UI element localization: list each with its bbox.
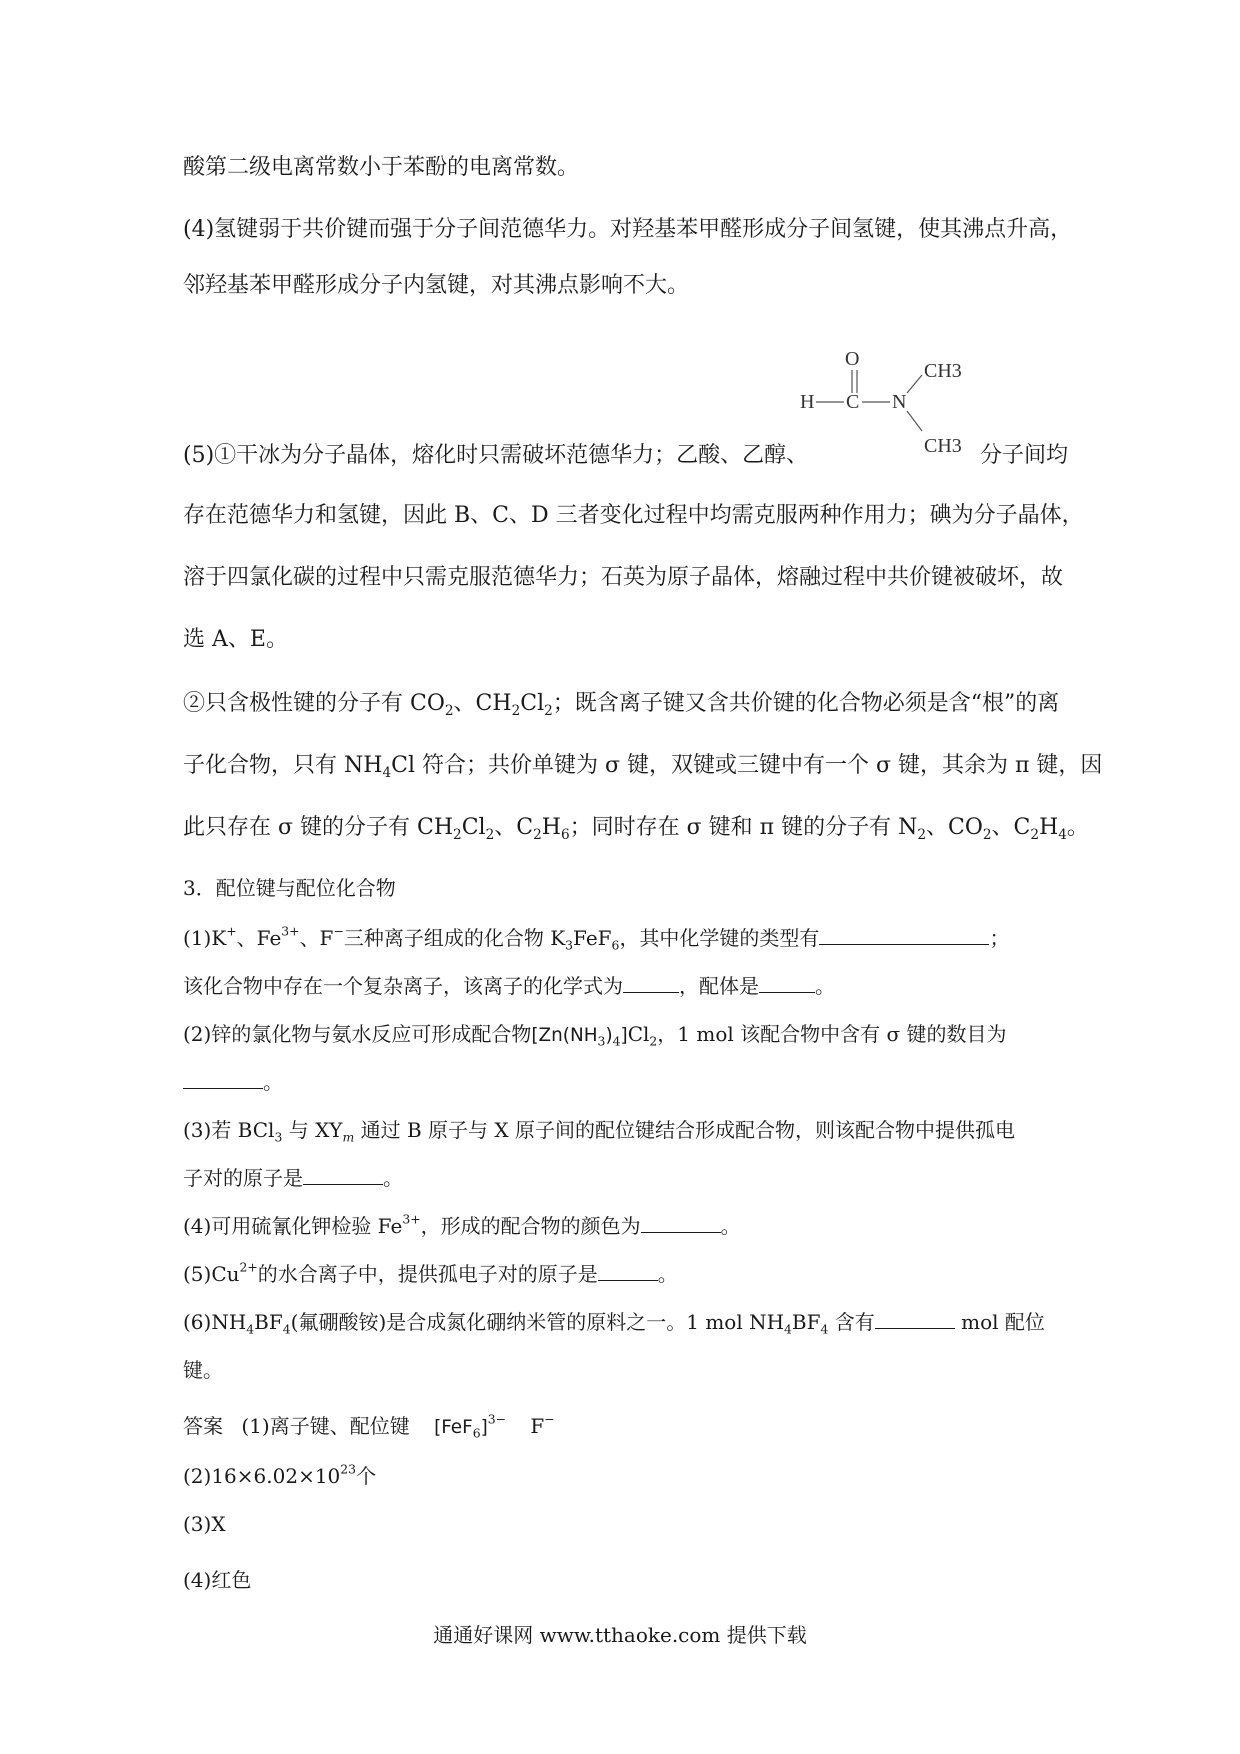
question-1: (1)K+、$Fe^{3+}$、F−三种离子组成的化合物 $K_3FeF_6$，其中化学键的类型有 ； — [183, 923, 1010, 953]
text-line — [183, 150, 1063, 181]
answer-blank[interactable] — [623, 974, 679, 993]
text-line: 子化合物，只有 $NH_4Cl$ 符合；共价单键为 σ 键，双键或三键中有一个 σ 键，其余为 π 键，因 — [183, 753, 1103, 781]
text-line — [183, 498, 1084, 529]
text-line: ②只含极性键的分子有 $CO_2$、$CH_2Cl_2$；既含离子键又含共价键的化合物必须是含“根”的离 — [183, 691, 1060, 719]
text: 酸第二级电离常数小于苯酚的电离常数。 — [183, 155, 580, 180]
carbon-label: C — [846, 391, 860, 413]
oxygen-label: O — [845, 348, 860, 370]
answer-3: (3)X — [183, 1512, 226, 1536]
answer-blank[interactable] — [598, 1262, 658, 1281]
answer-blank[interactable] — [183, 1070, 263, 1089]
text-line — [980, 438, 1070, 469]
text-line — [183, 212, 1073, 243]
answer-blank[interactable] — [303, 1166, 383, 1185]
text-line — [183, 560, 1063, 591]
section-heading: 3．配位键与配位化合物 — [183, 876, 396, 900]
question-3-continued: 子对的原子是 。 — [183, 1166, 403, 1190]
text: 邻羟基苯甲醛形成分子内氢键，对其沸点影响不大。 — [183, 273, 690, 298]
question-5: $(5)Cu^{2+}$的水合离子中，提供孤电子对的原子是 。 — [183, 1259, 678, 1286]
answer-blank[interactable] — [759, 974, 815, 993]
methyl-bottom-label: CH3 — [924, 435, 962, 457]
nitrogen-label: N — [892, 391, 907, 413]
text-line — [183, 622, 1063, 653]
question-6-continued: 键。 — [183, 1358, 223, 1382]
text: (5)①干冰为分子晶体，熔化时只需破坏范德华力；乙酸、乙醇、 — [183, 443, 809, 468]
question-6: $(6)NH_4BF_4$(氟硼酸铵)是合成氮化硼纳米管的原料之一。1 mol $NH_4BF_4$ 含有 mol 配位 — [183, 1310, 1045, 1337]
answer-blank[interactable] — [641, 1214, 721, 1233]
answer-blank[interactable] — [819, 926, 989, 945]
answer-2: $(2)16\times 6.02\times 10^{23}$个 — [183, 1461, 377, 1488]
text: 溶于四氯化碳的过程中只需克服范德华力；石英为原子晶体，熔融过程中共价键被破坏，故 — [183, 565, 1064, 590]
text: (4)氢键弱于共价键而强于分子间范德华力。对羟基苯甲醛形成分子间氢键，使其沸点升高， — [183, 217, 1073, 242]
answer-label: 答案 — [183, 1414, 223, 1438]
answer-blank[interactable] — [875, 1310, 955, 1329]
text: 分子间均 — [980, 443, 1069, 468]
text-line — [183, 268, 1063, 299]
question-1-continued: 该化合物中存在一个复杂离子，该离子的化学式为 ，配体是 。 — [183, 974, 835, 998]
answer-1: 答案 (1)离子键、配位键 $[FeF_6]^{3-}$ F− — [183, 1411, 555, 1441]
answer-4: (4)红色 — [183, 1568, 252, 1592]
question-2: (2)锌的氯化物与氨水反应可形成配合物$[Zn(NH_3)_4]Cl_2$，1 mol 该配合物中含有 σ 键的数目为 — [183, 1022, 1007, 1049]
page-footer: 通通好课网 www.tthaoke.com 提供下载 — [433, 1623, 807, 1647]
question-3: (3)若 BCl$_3$ 与 $XY_m$ 通过 B 原子与 X 原子间的配位键结合形成配合物，则该配合物中提供孤电 — [183, 1118, 1015, 1145]
text-line — [183, 438, 1063, 469]
text: 存在范德华力和氢键，因此 B、C、D 三者变化过程中均需克服两种作用力；碘为分子晶体， — [183, 503, 1084, 528]
text-line: 此只存在 σ 键的分子有 $CH_2Cl_2$、$C_2H_6$；同时存在 σ 键和 π 键的分子有 $N_2$、$CO_2$、$C_2H_4$。 — [183, 815, 1089, 843]
methyl-top-label: CH3 — [924, 360, 962, 382]
text: 选 A、E。 — [183, 627, 288, 652]
hydrogen-label: H — [800, 391, 815, 413]
question-2-continued: 。 — [183, 1066, 1063, 1095]
question-4: (4)可用硫氰化钾检验 $Fe^{3+}$，形成的配合物的颜色为 。 — [183, 1211, 741, 1238]
